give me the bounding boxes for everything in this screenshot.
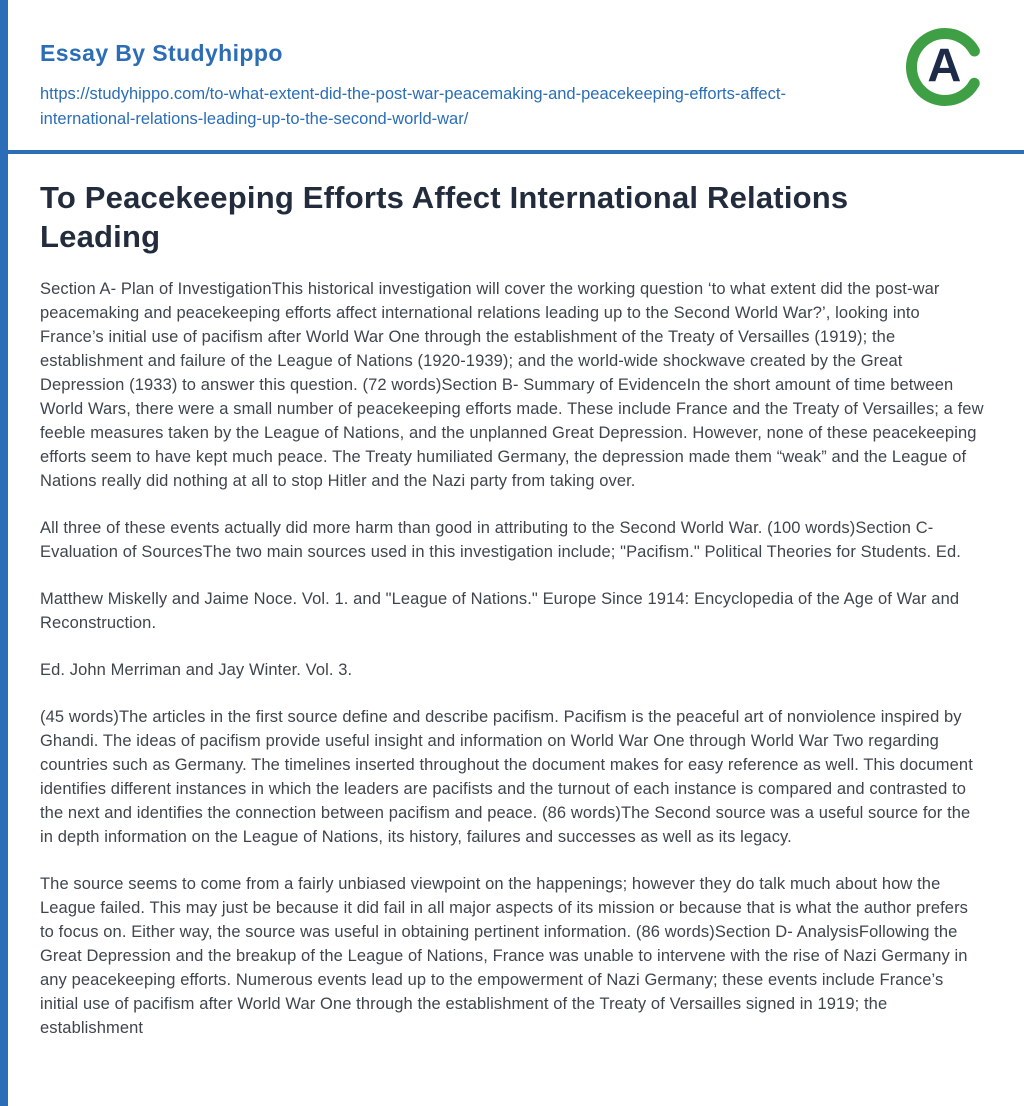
essay-paragraph: Section A- Plan of InvestigationThis historical investigation will cover the working question ‘to what extent did the post-war peacemaking and peacekeeping efforts affect international relations leading up to the Second World War?’, looking into France’s initial use of pacifism after World War One through the establishment of the Treaty of Versailles (1919); the establishment and failure of the League of Nations (1920-1939); and the world-wide shockwave created by the Great Depression (1933) to answer this question. (72 words)Section B- Summary of EvidenceIn the short amount of time between World Wars, there were a small number of peacekeeping efforts made. These include France and the Treaty of Versailles; a few feeble measures taken by the League of Nations, and the unplanned Great Depression. However, none of these peacekeeping efforts seem to have kept much peace. The Treaty humiliated Germany, the depression made them “weak” and the League of Nations really did nothing at all to stop Hitler and the Nazi party from taking over.: [40, 280, 984, 490]
byline: Essay By Studyhippo: [40, 40, 283, 66]
left-accent-bar: [0, 0, 8, 1106]
essay-paragraph: The source seems to come from a fairly unbiased viewpoint on the happenings; however they do talk much about how the League failed. This may just be because it did fail in all major aspects of its mission or because that is what the author prefers to focus on. Either way, the source was useful in obtaining pertinent information. (86 words)Section D- AnalysisFollowing the Great Depression and the breakup of the League of Nations, France was unable to intervene with the rise of Nazi Germany in any peacekeeping efforts. Numerous events lead up to the empowerment of Nazi Germany; these events include France’s initial use of pacifism after World War One through the establishment of the Treaty of Versailles signed in 1919; the establishment: [40, 875, 969, 1037]
essay-content: [0, 154, 1024, 1040]
essay-paragraph: Ed. John Merriman and Jay Winter. Vol. 3.: [40, 661, 353, 679]
essay-body: [40, 277, 984, 1040]
page-header: [0, 0, 1024, 150]
essay-paragraph: (45 words)The articles in the first source define and describe pacifism. Pacifism is the peaceful art of nonviolence inspired by Ghandi. The ideas of pacifism provide useful insight and information on World War One through World War Two regarding countries such as Germany. The timelines inserted throughout the document makes for easy reference as well. This document identifies different instances in which the leaders are pacifists and the turnout of each instance is compared and contrasted to the next and identifies the connection between pacifism and peace. (86 words)The Second source was a useful source for the in depth information on the League of Nations, its history, failures and successes as well as its legacy.: [40, 708, 973, 846]
source-url-link[interactable]: https://studyhippo.com/to-what-extent-did-the-post-war-peacemaking-and-peacekeeping-efforts-affect-international-relations-leading-up-to-the-second-world-war/: [40, 85, 786, 128]
essay-paragraph: Matthew Miskelly and Jaime Noce. Vol. 1. and "League of Nations." Europe Since 1914: Encyclopedia of the Age of War and Reconstruction.: [40, 590, 960, 632]
essay-paragraph: All three of these events actually did more harm than good in attributing to the Second World War. (100 words)Section C- Evaluation of SourcesThe two main sources used in this investigation include; "Pacifism." Political Theories for Students. Ed.: [40, 519, 961, 561]
essay-title: To Peacekeeping Efforts Affect International Relations Leading: [40, 180, 849, 254]
logo-letter: A: [927, 38, 962, 92]
studyhippo-logo[interactable]: [904, 26, 986, 108]
